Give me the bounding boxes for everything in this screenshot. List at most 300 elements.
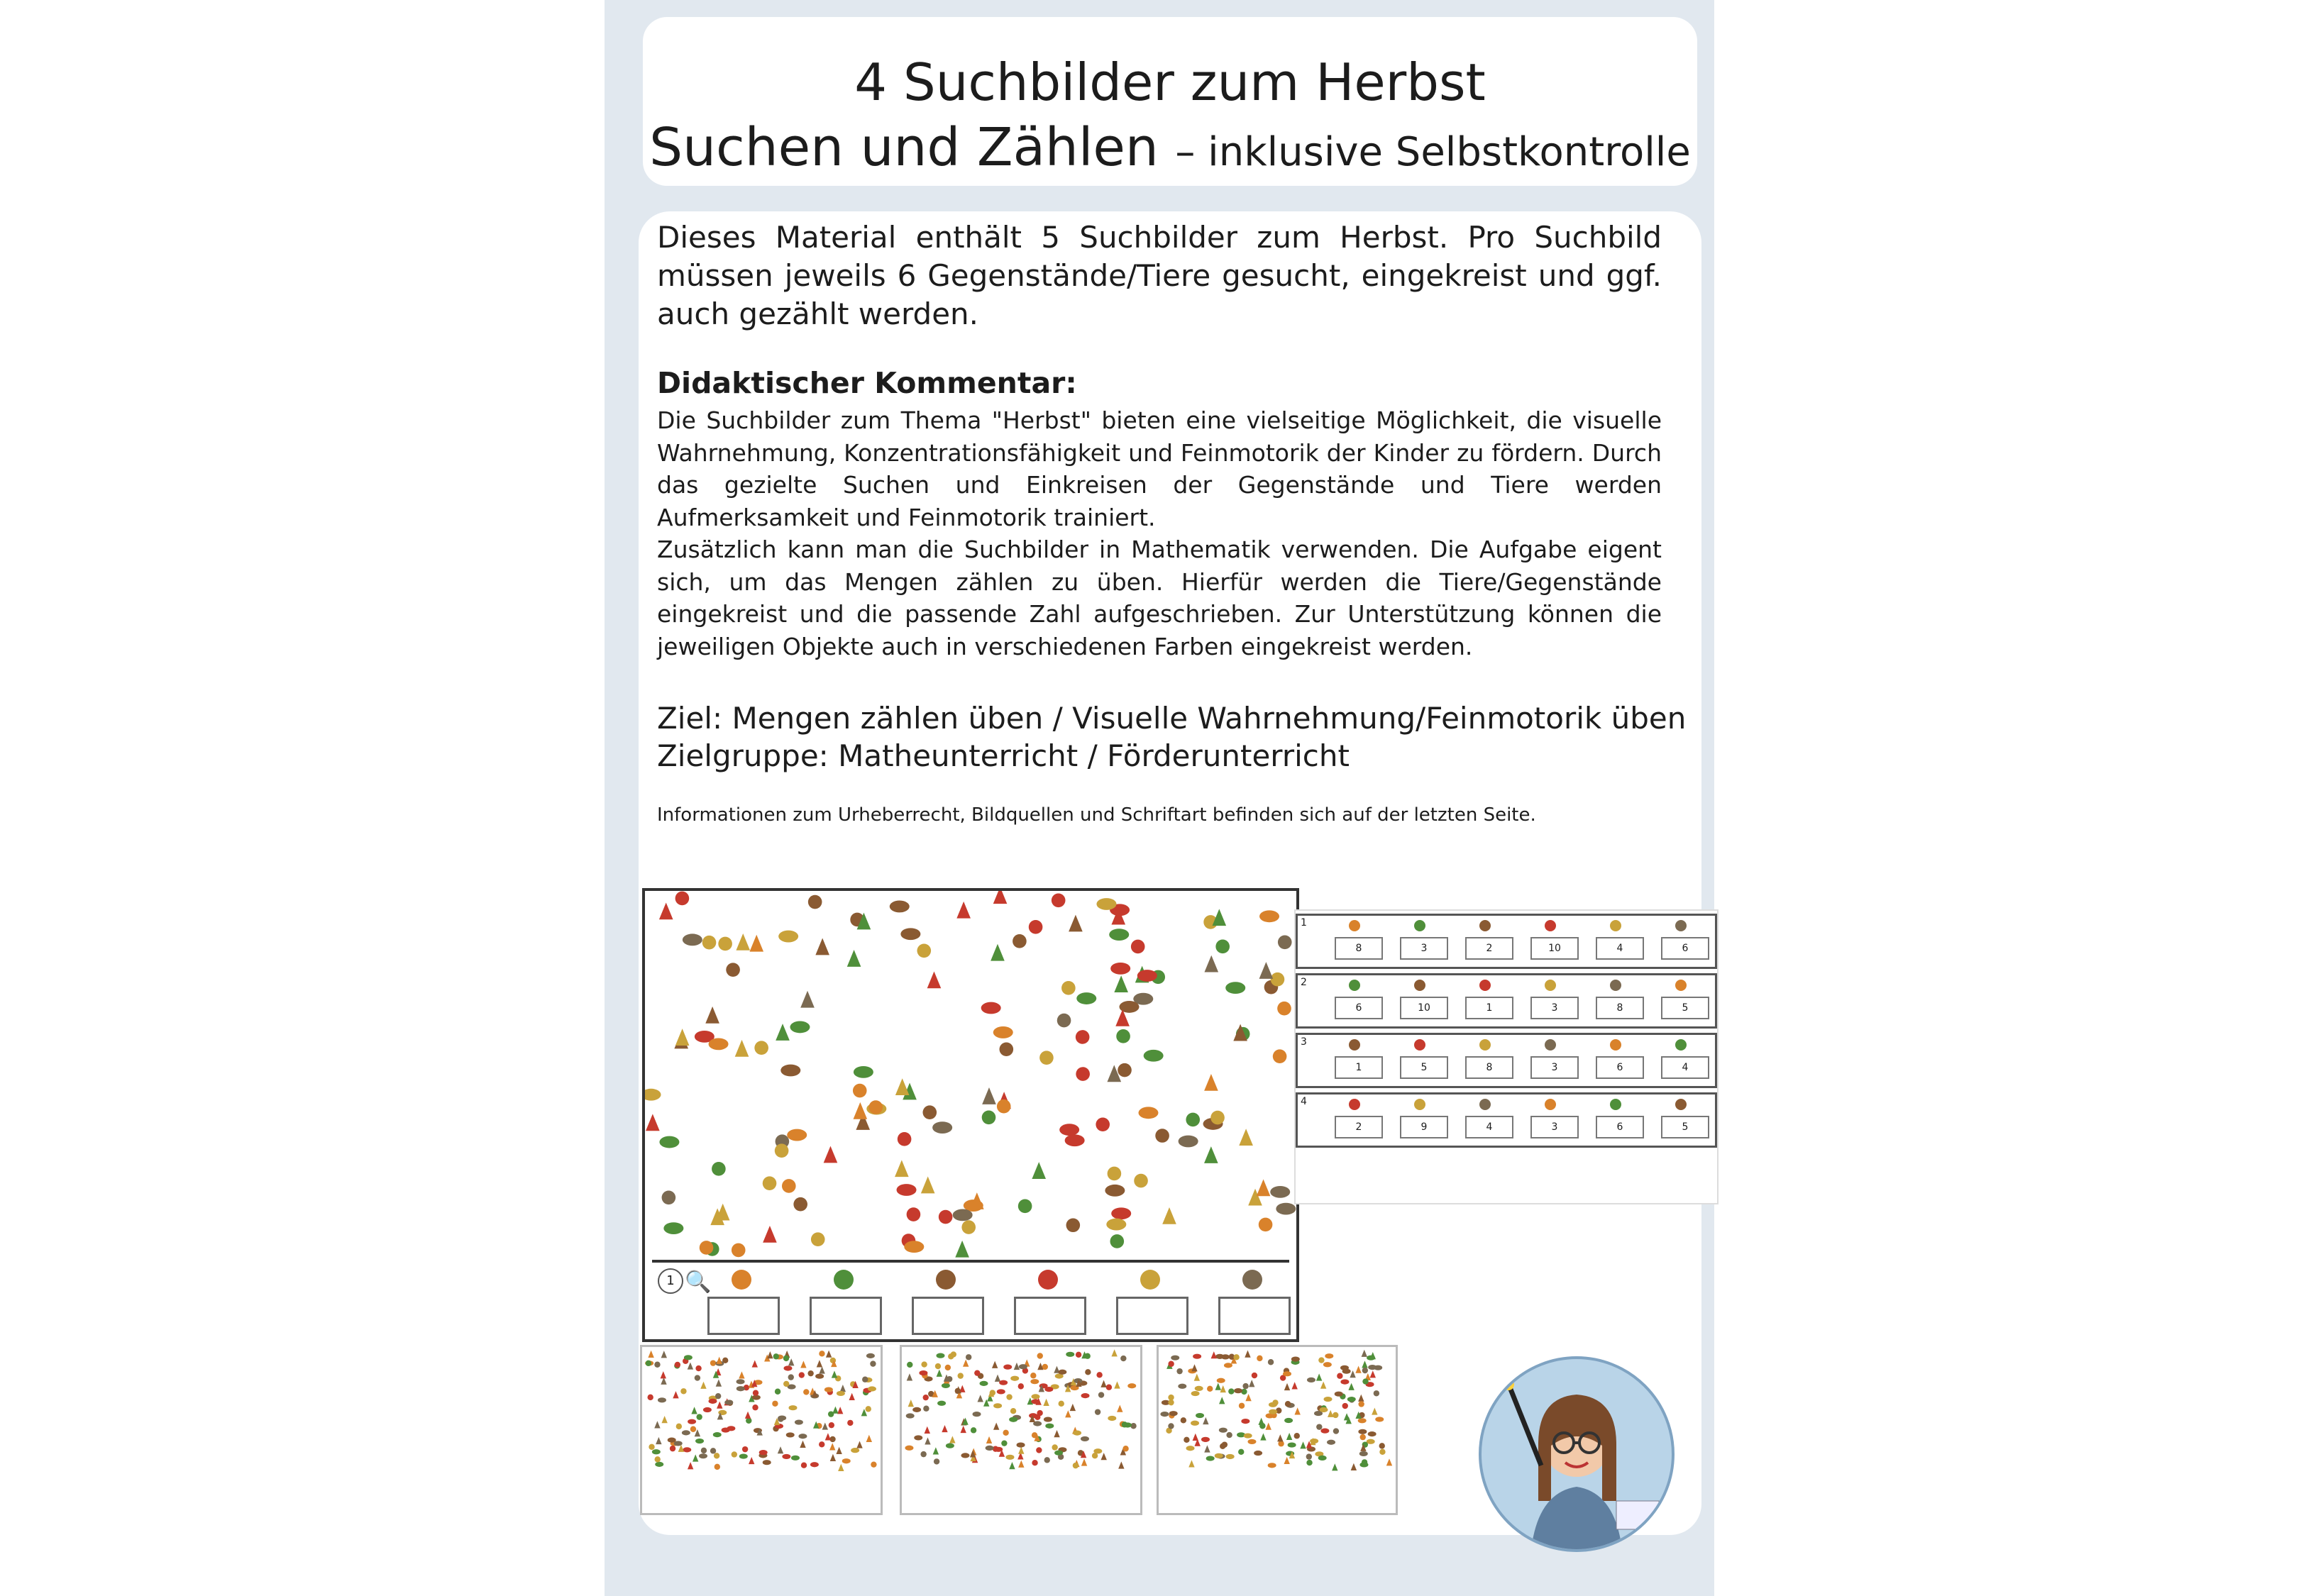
- autumn-object-icon: [780, 1065, 800, 1077]
- title-line-1: 4 Suchbilder zum Herbst: [854, 52, 1486, 112]
- autumn-object-icon: [702, 936, 717, 950]
- autumn-object-icon: [798, 1434, 807, 1439]
- didactic-paragraph-1: Die Suchbilder zum Thema "Herbst" bieten eine vielseitige Möglichkeit, die visuelle Wahrnehmung, Konzentrationsfähigkeit und Feinmotorik der Kinder zu fördern. Durch das gezielte Suchen und Einkreisen der Gegenstände und Tiere werden Aufmerksamkeit und Feinmotorik trainiert.: [657, 406, 1662, 531]
- autumn-object-icon: [803, 1389, 809, 1395]
- autumn-object-icon: [1059, 1124, 1079, 1136]
- deer-icon: [1140, 1270, 1160, 1290]
- autumn-object-icon: [749, 935, 763, 952]
- autumn-object-icon: [776, 1024, 790, 1041]
- autumn-object-icon: [1284, 1457, 1289, 1464]
- autumn-object-icon: [939, 1210, 953, 1224]
- autumn-object-icon: [1360, 1434, 1366, 1440]
- autumn-object-icon: [654, 1421, 660, 1428]
- search-picture-thumbnail: [1157, 1345, 1398, 1515]
- autumn-object-icon: [1359, 1451, 1368, 1456]
- autumn-object-icon: [992, 1361, 998, 1368]
- autumn-object-icon: [815, 938, 829, 955]
- autumn-object-icon: [1332, 1463, 1337, 1470]
- autumn-object-icon: [1370, 1370, 1376, 1378]
- solution-answer: 1: [1465, 997, 1513, 1019]
- autumn-object-icon: [1358, 1418, 1367, 1423]
- autumn-object-icon: [1179, 1136, 1198, 1148]
- search-picture-scatter: [645, 891, 1296, 1260]
- autumn-object-icon: [1193, 1354, 1201, 1359]
- autumn-object-icon: [1286, 1433, 1292, 1440]
- autumn-object-icon: [1171, 1356, 1179, 1361]
- picture-number: 1: [658, 1268, 683, 1294]
- autumn-object-icon: [937, 1370, 942, 1377]
- autumn-object-icon: [1044, 1457, 1050, 1463]
- autumn-object-icon: [817, 1360, 822, 1367]
- autumn-object-icon: [1000, 1042, 1014, 1056]
- autumn-object-icon: [1127, 1383, 1136, 1388]
- autumn-object-icon: [1367, 1356, 1375, 1361]
- autumn-object-icon: [1137, 970, 1157, 982]
- autumn-object-icon: [1239, 1129, 1253, 1146]
- autumn-object-icon: [829, 1436, 835, 1442]
- mushroom-icon: [1545, 1099, 1556, 1110]
- solution-row: [1296, 914, 1717, 969]
- autumn-object-icon: [1379, 1443, 1385, 1448]
- autumn-object-icon: [1362, 1361, 1367, 1368]
- solution-number: 1: [1301, 917, 1307, 929]
- autumn-object-icon: [1109, 929, 1129, 941]
- autumn-object-icon: [1284, 1418, 1293, 1423]
- autumn-object-icon: [708, 1399, 717, 1404]
- autumn-object-icon: [1358, 1401, 1364, 1407]
- autumn-object-icon: [948, 1353, 954, 1359]
- autumn-object-icon: [1320, 1382, 1326, 1389]
- autumn-object-icon: [1259, 1423, 1265, 1429]
- autumn-object-icon: [1215, 940, 1230, 954]
- autumn-object-icon: [935, 1363, 941, 1369]
- autumn-object-icon: [1045, 1424, 1054, 1429]
- autumn-object-icon: [953, 1209, 973, 1221]
- autumn-object-icon: [1032, 1460, 1037, 1465]
- autumn-object-icon: [1276, 1203, 1296, 1215]
- autumn-object-icon: [1101, 1453, 1107, 1460]
- autumn-object-icon: [732, 1243, 746, 1258]
- goal-block: [657, 699, 1686, 775]
- autumn-object-icon: [1006, 1394, 1012, 1400]
- autumn-object-icon: [1245, 1394, 1251, 1401]
- hazelnut-icon: [1242, 1270, 1262, 1290]
- solution-answer: 5: [1661, 1116, 1709, 1138]
- autumn-object-icon: [737, 1379, 745, 1384]
- autumn-object-icon: [1018, 1461, 1024, 1468]
- autumn-object-icon: [993, 1423, 999, 1430]
- autumn-object-icon: [1294, 1433, 1300, 1439]
- autumn-object-icon: [646, 1114, 660, 1131]
- autumn-object-icon: [932, 1121, 952, 1134]
- autumn-object-icon: [1100, 1380, 1106, 1387]
- autumn-object-icon: [1118, 1063, 1132, 1077]
- autumn-object-icon: [1252, 1373, 1257, 1378]
- autumn-object-icon: [961, 1220, 976, 1234]
- autumn-object-icon: [1318, 1357, 1324, 1363]
- chestnut-icon: [1414, 920, 1425, 931]
- autumn-object-icon: [691, 1407, 697, 1414]
- autumn-object-icon: [1030, 1379, 1039, 1384]
- autumn-object-icon: [1306, 1460, 1312, 1465]
- autumn-object-icon: [1374, 1390, 1379, 1396]
- autumn-object-icon: [1196, 1413, 1204, 1418]
- autumn-object-icon: [851, 1448, 859, 1453]
- autumn-object-icon: [978, 1395, 983, 1402]
- autumn-object-icon: [715, 1393, 721, 1399]
- autumn-object-icon: [942, 1383, 950, 1388]
- autumn-object-icon: [971, 1427, 976, 1433]
- autumn-object-icon: [982, 1087, 996, 1104]
- solution-sheet-preview: [1294, 909, 1719, 1204]
- autumn-object-icon: [659, 1136, 679, 1148]
- pumpkin-icon: [1479, 980, 1491, 991]
- autumn-object-icon: [961, 1453, 969, 1458]
- autumn-object-icon: [745, 1412, 751, 1419]
- autumn-object-icon: [1204, 1146, 1218, 1163]
- autumn-object-icon: [782, 1454, 790, 1459]
- autumn-object-icon: [808, 895, 822, 909]
- autumn-object-icon: [1076, 1030, 1090, 1044]
- autumn-object-icon: [837, 1391, 845, 1396]
- solution-answer: 5: [1661, 997, 1709, 1019]
- didactic-paragraph-2: Zusätzlich kann man die Suchbilder in Mathematik verwenden. Die Aufgabe eigent sich, um das Mengen zählen zu üben. Hierfür werden die Tiere/Gegenstände eingekreist und die passende Zahl aufgeschrieben. Zur Unterstützung können die jeweiligen Objekte auch in verschiedenen Farben eingekreist werden.: [657, 536, 1662, 660]
- search-picture-thumbnail: [900, 1345, 1142, 1515]
- autumn-object-icon: [739, 1371, 744, 1378]
- autumn-object-icon: [1081, 1393, 1090, 1398]
- solution-answer: 1: [1335, 1056, 1383, 1079]
- autumn-object-icon: [838, 1464, 844, 1471]
- autumn-object-icon: [1257, 1356, 1262, 1361]
- autumn-object-icon: [921, 1177, 935, 1194]
- autumn-object-icon: [1247, 1439, 1256, 1444]
- autumn-object-icon: [735, 1040, 749, 1057]
- autumn-object-icon: [1362, 1378, 1368, 1384]
- answer-row: [652, 1260, 1289, 1334]
- autumn-object-icon: [659, 902, 673, 919]
- autumn-object-icon: [1234, 1388, 1242, 1393]
- autumn-object-icon: [1221, 1354, 1230, 1359]
- autumn-object-icon: [1254, 1451, 1262, 1456]
- autumn-object-icon: [654, 1362, 660, 1368]
- autumn-object-icon: [1106, 1385, 1112, 1390]
- apple-icon: [1479, 1039, 1491, 1051]
- goal-text: Ziel: Mengen zählen üben / Visuelle Wahrnehmung/Feinmotorik üben: [657, 701, 1687, 736]
- autumn-object-icon: [912, 1407, 921, 1412]
- autumn-object-icon: [759, 1450, 768, 1455]
- solution-number: 4: [1301, 1096, 1307, 1107]
- autumn-object-icon: [1207, 1386, 1213, 1392]
- autumn-object-icon: [1181, 1417, 1186, 1423]
- autumn-object-icon: [1114, 1381, 1120, 1388]
- autumn-object-icon: [675, 1029, 690, 1046]
- autumn-object-icon: [900, 928, 920, 940]
- autumn-object-icon: [752, 1360, 758, 1367]
- autumn-object-icon: [1010, 1408, 1016, 1414]
- plum-icon: [1414, 1099, 1425, 1110]
- autumn-object-icon: [1259, 1218, 1273, 1232]
- autumn-object-icon: [783, 1356, 789, 1361]
- autumn-object-icon: [1059, 1401, 1064, 1407]
- autumn-object-icon: [819, 1366, 824, 1373]
- solution-answer: 2: [1465, 937, 1513, 960]
- autumn-object-icon: [1013, 934, 1027, 948]
- autumn-object-icon: [696, 1414, 702, 1419]
- autumn-object-icon: [995, 1375, 1000, 1382]
- autumn-object-icon: [783, 1381, 789, 1387]
- autumn-object-icon: [966, 1354, 971, 1360]
- autumn-object-icon: [683, 933, 702, 946]
- autumn-object-icon: [981, 1002, 1001, 1014]
- autumn-object-icon: [788, 1358, 794, 1365]
- autumn-object-icon: [1186, 1446, 1195, 1451]
- autumn-object-icon: [1019, 1364, 1027, 1369]
- autumn-object-icon: [895, 1160, 909, 1177]
- autumn-object-icon: [668, 1438, 676, 1443]
- autumn-object-icon: [866, 1353, 875, 1358]
- autumn-object-icon: [1204, 955, 1218, 972]
- autumn-object-icon: [1085, 1369, 1091, 1375]
- autumn-object-icon: [1057, 1014, 1071, 1028]
- solution-answer: 3: [1530, 1116, 1579, 1138]
- autumn-object-icon: [726, 963, 740, 977]
- autumn-object-icon: [955, 1241, 969, 1258]
- autumn-object-icon: [786, 1432, 795, 1437]
- autumn-object-icon: [1273, 1049, 1287, 1063]
- autumn-object-icon: [1176, 1368, 1182, 1374]
- autumn-object-icon: [1249, 1380, 1254, 1387]
- autumn-object-icon: [655, 1462, 663, 1467]
- autumn-object-icon: [795, 1419, 803, 1424]
- solution-number: 3: [1301, 1036, 1307, 1048]
- autumn-object-icon: [1268, 1359, 1274, 1365]
- autumn-object-icon: [693, 1454, 698, 1461]
- autumn-object-icon: [670, 1446, 675, 1451]
- autumn-object-icon: [724, 1400, 733, 1405]
- autumn-object-icon: [973, 1412, 981, 1417]
- pear-icon: [1675, 1099, 1687, 1110]
- autumn-object-icon: [652, 1449, 661, 1454]
- solution-answer: 3: [1400, 937, 1448, 960]
- autumn-object-icon: [645, 1089, 661, 1101]
- owl-icon: [1675, 1039, 1687, 1051]
- autumn-object-icon: [842, 1458, 851, 1463]
- autumn-object-icon: [1010, 1376, 1019, 1381]
- hedgehog-icon: [1349, 1039, 1360, 1051]
- author-avatar: [1479, 1356, 1675, 1552]
- didactic-text: [657, 404, 1662, 663]
- autumn-object-icon: [829, 1443, 835, 1450]
- autumn-object-icon: [661, 1416, 667, 1423]
- autumn-object-icon: [832, 1370, 837, 1378]
- autumn-object-icon: [1350, 1370, 1355, 1378]
- autumn-object-icon: [922, 1105, 937, 1119]
- autumn-object-icon: [854, 1066, 873, 1078]
- autumn-object-icon: [999, 1380, 1008, 1385]
- autumn-object-icon: [1009, 1462, 1015, 1469]
- autumn-object-icon: [775, 1143, 789, 1158]
- solution-answer: 10: [1530, 937, 1579, 960]
- autumn-object-icon: [1066, 1218, 1081, 1232]
- autumn-object-icon: [870, 1361, 876, 1366]
- autumn-object-icon: [703, 1407, 712, 1412]
- acorn-icon: [1675, 980, 1687, 991]
- answer-box: [912, 1297, 984, 1335]
- answer-box: [1116, 1297, 1188, 1335]
- solution-row: [1296, 973, 1717, 1029]
- autumn-object-icon: [1066, 1352, 1074, 1357]
- autumn-object-icon: [936, 1353, 944, 1358]
- autumn-object-icon: [1340, 1379, 1349, 1384]
- autumn-object-icon: [1070, 1404, 1076, 1411]
- solution-answer: 10: [1400, 997, 1448, 1019]
- autumn-object-icon: [1284, 1383, 1290, 1390]
- autumn-object-icon: [1206, 1456, 1215, 1461]
- solution-answer: 6: [1335, 997, 1383, 1019]
- boot-icon: [1610, 980, 1621, 991]
- autumn-object-icon: [722, 1427, 730, 1432]
- autumn-object-icon: [993, 1403, 1002, 1408]
- autumn-object-icon: [718, 937, 732, 951]
- autumn-object-icon: [934, 1458, 939, 1464]
- autumn-object-icon: [1069, 915, 1083, 932]
- autumn-object-icon: [1160, 1412, 1169, 1417]
- autumn-object-icon: [1291, 1382, 1297, 1389]
- autumn-object-icon: [1259, 962, 1274, 979]
- autumn-object-icon: [1018, 1447, 1024, 1454]
- autumn-object-icon: [1242, 1383, 1248, 1389]
- autumn-object-icon: [695, 1365, 701, 1371]
- title-subtitle: – inklusive Selbstkontrolle: [1175, 129, 1691, 175]
- autumn-object-icon: [1204, 1445, 1210, 1452]
- autumn-object-icon: [788, 1374, 794, 1380]
- autumn-object-icon: [778, 1416, 783, 1422]
- autumn-object-icon: [854, 1102, 868, 1119]
- autumn-object-icon: [949, 1436, 955, 1443]
- autumn-object-icon: [991, 944, 1005, 961]
- autumn-object-icon: [680, 1388, 686, 1394]
- autumn-object-icon: [1186, 1113, 1200, 1127]
- solution-row: [1296, 1092, 1717, 1148]
- magnifier-icon: 🔍: [685, 1270, 712, 1295]
- solution-answer: 3: [1530, 997, 1579, 1019]
- autumn-object-icon: [836, 1447, 842, 1454]
- autumn-object-icon: [1201, 1437, 1210, 1442]
- autumn-object-icon: [1348, 1383, 1354, 1390]
- autumn-object-icon: [1233, 1354, 1239, 1360]
- find-items: [652, 1263, 1291, 1295]
- autumn-object-icon: [710, 1448, 716, 1453]
- autumn-object-icon: [775, 1389, 780, 1395]
- autumn-object-icon: [705, 1007, 719, 1024]
- autumn-object-icon: [921, 1361, 927, 1367]
- autumn-object-icon: [1096, 1372, 1102, 1378]
- autumn-object-icon: [790, 1021, 810, 1033]
- autumn-object-icon: [1111, 1349, 1117, 1356]
- autumn-object-icon: [715, 1464, 720, 1470]
- autumn-object-icon: [1259, 910, 1279, 922]
- autumn-object-icon: [661, 1351, 667, 1358]
- solution-answer: 4: [1596, 937, 1644, 960]
- autumn-object-icon: [1288, 1442, 1296, 1447]
- autumn-object-icon: [1188, 1460, 1194, 1467]
- leaf-icon: [1545, 1039, 1556, 1051]
- autumn-object-icon: [925, 1426, 930, 1434]
- autumn-object-icon: [825, 1433, 831, 1440]
- autumn-object-icon: [1044, 1387, 1053, 1392]
- autumn-object-icon: [767, 1351, 773, 1358]
- autumn-object-icon: [815, 1374, 824, 1379]
- cherry-icon: [1479, 1099, 1491, 1110]
- chestnut-icon: [834, 1270, 854, 1290]
- autumn-object-icon: [1110, 1234, 1124, 1248]
- autumn-object-icon: [1374, 1365, 1382, 1370]
- autumn-object-icon: [1318, 1456, 1327, 1461]
- autumn-object-icon: [832, 1407, 838, 1414]
- autumn-object-icon: [868, 1386, 876, 1391]
- autumn-object-icon: [716, 1379, 722, 1386]
- autumn-object-icon: [904, 1241, 924, 1253]
- autumn-object-icon: [840, 1385, 846, 1392]
- autumn-object-icon: [1219, 1397, 1225, 1404]
- autumn-object-icon: [1169, 1411, 1178, 1416]
- autumn-object-icon: [1333, 1428, 1339, 1434]
- autumn-object-icon: [1325, 1353, 1333, 1358]
- autumn-object-icon: [752, 1404, 758, 1410]
- autumn-object-icon: [661, 1371, 666, 1378]
- autumn-object-icon: [1134, 1174, 1148, 1188]
- autumn-object-icon: [907, 1362, 912, 1368]
- autumn-object-icon: [1098, 1392, 1104, 1397]
- autumn-object-icon: [1003, 1430, 1008, 1436]
- autumn-object-icon: [1306, 1453, 1312, 1459]
- autumn-object-icon: [811, 1232, 825, 1246]
- autumn-object-icon: [1358, 1429, 1367, 1434]
- autumn-object-icon: [1005, 1455, 1014, 1460]
- autumn-object-icon: [1111, 1207, 1131, 1219]
- autumn-object-icon: [647, 1395, 653, 1400]
- autumn-object-icon: [1324, 1397, 1333, 1402]
- autumn-object-icon: [700, 1382, 706, 1389]
- autumn-object-icon: [920, 1451, 926, 1457]
- solution-answer: 6: [1596, 1116, 1644, 1138]
- autumn-object-icon: [1217, 1378, 1225, 1383]
- autumn-object-icon: [1372, 1407, 1377, 1414]
- autumn-object-icon: [945, 1365, 951, 1370]
- autumn-object-icon: [824, 1146, 838, 1163]
- autumn-object-icon: [1037, 1353, 1043, 1358]
- autumn-object-icon: [749, 1457, 754, 1464]
- autumn-object-icon: [897, 1184, 917, 1196]
- autumn-object-icon: [712, 1162, 726, 1176]
- autumn-object-icon: [868, 1100, 883, 1114]
- autumn-object-icon: [1081, 1436, 1089, 1441]
- autumn-object-icon: [1362, 1368, 1368, 1373]
- title-line-2: [643, 118, 1697, 182]
- autumn-object-icon: [787, 1129, 807, 1141]
- autumn-object-icon: [1108, 1416, 1116, 1421]
- autumn-object-icon: [993, 1026, 1013, 1038]
- copyright-info: Informationen zum Urheberrecht, Bildquellen und Schriftart befinden sich auf der letzten Seite.: [657, 804, 1536, 826]
- autumn-object-icon: [1095, 1409, 1100, 1414]
- autumn-object-icon: [732, 1451, 737, 1457]
- solution-number: 2: [1301, 977, 1307, 988]
- autumn-object-icon: [700, 1241, 714, 1255]
- autumn-object-icon: [1081, 1458, 1087, 1465]
- leaf-icon: [1545, 920, 1556, 931]
- autumn-object-icon: [1294, 1407, 1300, 1414]
- autumn-object-icon: [1155, 1129, 1169, 1143]
